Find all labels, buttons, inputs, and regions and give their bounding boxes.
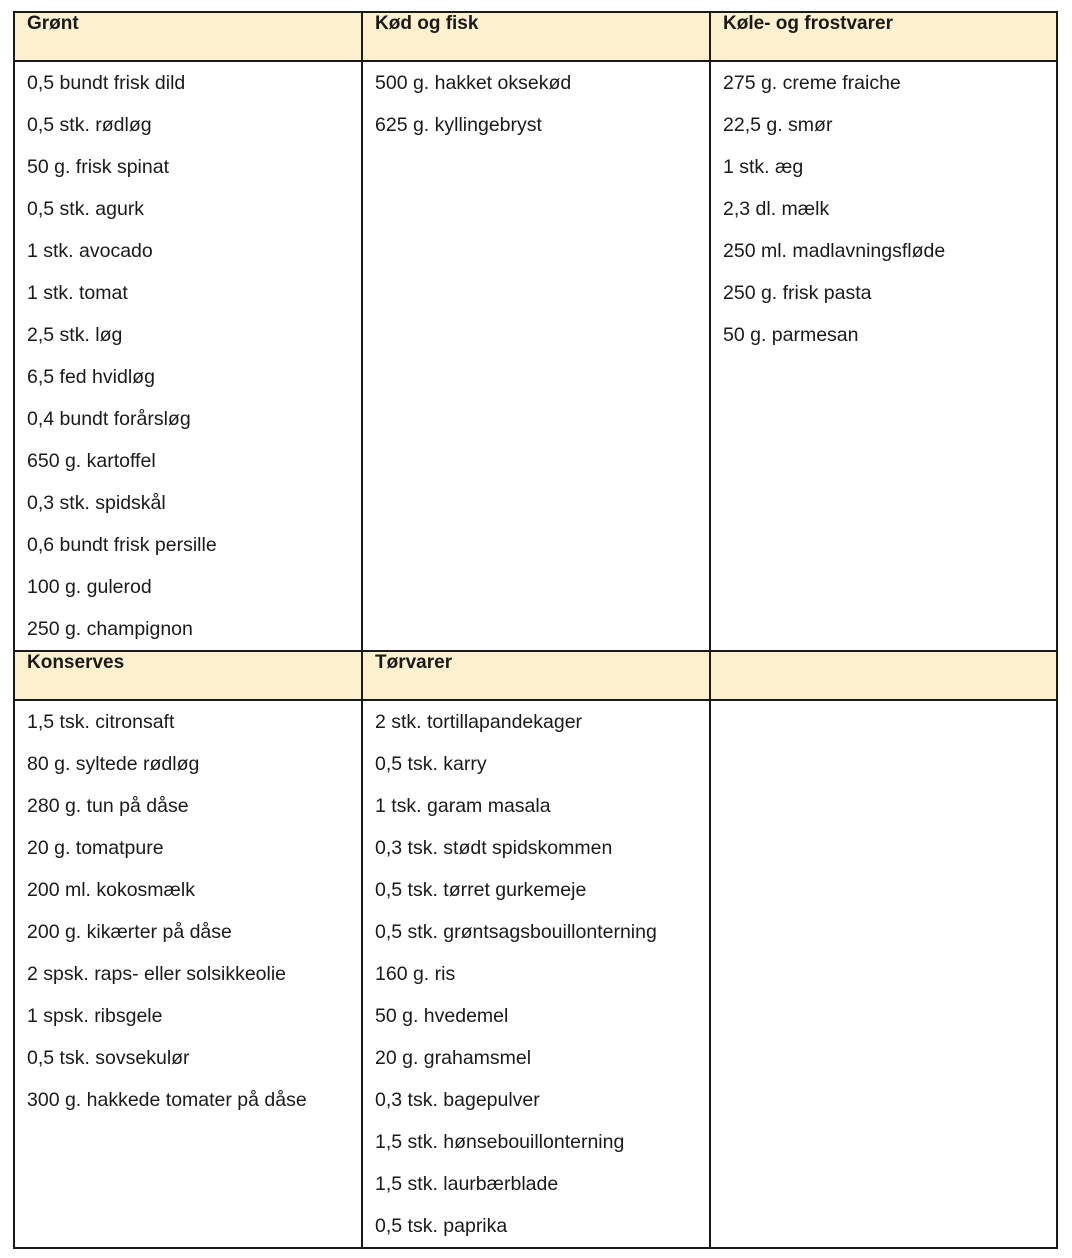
list-item: 650 g. kartoffel [27, 450, 156, 472]
list-item: 2 spsk. raps- eller solsikkeolie [27, 963, 287, 985]
header-kod-og-fisk: Kød og fisk [362, 12, 710, 61]
list-item: 0,3 stk. spidskål [27, 492, 166, 514]
list-item: 0,5 bundt frisk dild [27, 72, 186, 94]
list-item: 50 g. frisk spinat [27, 156, 169, 178]
list-item: 0,5 stk. grøntsagsbouillonterning [375, 921, 657, 943]
list-item: 300 g. hakkede tomater på dåse [27, 1089, 307, 1111]
list-item: 50 g. hvedemel [375, 1005, 509, 1027]
list-item: 0,3 tsk. stødt spidskommen [375, 837, 613, 859]
list-item: 1,5 stk. laurbærblade [375, 1173, 559, 1195]
list-item: 1 spsk. ribsgele [27, 1005, 163, 1027]
list-item: 0,3 tsk. bagepulver [375, 1089, 540, 1111]
items-row-bottom [14, 700, 1057, 1248]
list-item: 200 g. kikærter på dåse [27, 921, 232, 943]
list-item: 0,4 bundt forårsløg [27, 408, 191, 430]
list-item: 50 g. parmesan [723, 324, 859, 346]
header-torvarer: Tørvarer [362, 651, 710, 700]
header-gront: Grønt [14, 12, 362, 61]
list-gront [14, 61, 362, 651]
list-item: 280 g. tun på dåse [27, 795, 189, 817]
list-item: 250 g. frisk pasta [723, 282, 872, 304]
list-item: 0,5 tsk. paprika [375, 1215, 508, 1237]
list-item: 275 g. creme fraiche [723, 72, 901, 94]
list-kod-og-fisk [362, 61, 710, 651]
header-row-top [14, 12, 1057, 61]
list-item: 1,5 tsk. citronsaft [27, 711, 175, 733]
list-item: 1 stk. tomat [27, 282, 128, 304]
list-torvarer [362, 700, 710, 1248]
list-item: 200 ml. kokosmælk [27, 879, 195, 901]
list-item: 2,3 dl. mælk [723, 198, 830, 220]
list-item: 1 stk. æg [723, 156, 804, 178]
list-item: 1 tsk. garam masala [375, 795, 551, 817]
list-item: 250 g. champignon [27, 618, 193, 640]
list-item: 500 g. hakket oksekød [375, 72, 572, 94]
list-item: 0,5 tsk. karry [375, 753, 487, 775]
list-item: 0,5 tsk. sovsekulør [27, 1047, 190, 1069]
list-item: 22,5 g. smør [723, 114, 833, 136]
list-item: 6,5 fed hvidløg [27, 366, 155, 388]
list-konserves [14, 700, 362, 1248]
list-item: 2,5 stk. løg [27, 324, 123, 346]
list-item: 1 stk. avocado [27, 240, 153, 262]
list-item: 250 ml. madlavningsfløde [723, 240, 946, 262]
shopping-list-table [13, 11, 1058, 1249]
items-row-top [14, 61, 1057, 651]
header-kole-og-frostvarer: Køle- og frostvarer [710, 12, 1057, 61]
list-item: 80 g. syltede rødløg [27, 753, 200, 775]
list-item: 100 g. gulerod [27, 576, 152, 598]
list-item: 160 g. ris [375, 963, 456, 985]
header-konserves: Konserves [14, 651, 362, 700]
list-item: 0,6 bundt frisk persille [27, 534, 217, 556]
header-empty [710, 651, 1057, 700]
list-item: 1,5 stk. hønsebouillonterning [375, 1131, 625, 1153]
list-item: 20 g. grahamsmel [375, 1047, 532, 1069]
list-item: 0,5 tsk. tørret gurkemeje [375, 879, 587, 901]
list-item: 0,5 stk. rødløg [27, 114, 152, 136]
list-kole-og-frost [710, 61, 1057, 651]
list-item: 0,5 stk. agurk [27, 198, 145, 220]
header-row-bottom [14, 651, 1057, 700]
list-item: 20 g. tomatpure [27, 837, 164, 859]
list-item: 2 stk. tortillapandekager [375, 711, 583, 733]
list-empty [710, 700, 1057, 1248]
list-item: 625 g. kyllingebryst [375, 114, 542, 136]
